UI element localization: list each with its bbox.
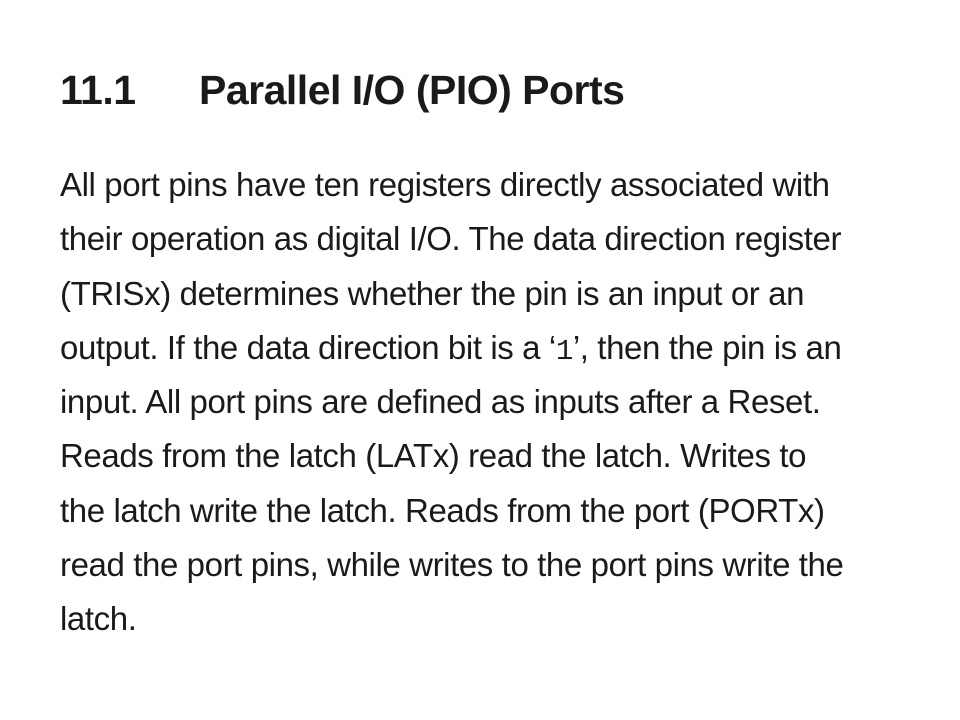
inline-code-value: 1 [555, 334, 573, 368]
paragraph-line: Reads from the latch (LATx) read the latch. Writes to [60, 437, 807, 475]
section-heading [60, 62, 624, 118]
paragraph-line: their operation as digital I/O. The data direction register [60, 220, 842, 258]
paragraph-line: (TRISx) determines whether the pin is an input or an [60, 274, 805, 312]
paragraph-line: latch. [60, 600, 137, 638]
paragraph-line: output. If the data direction bit is a ‘1’, then the pin is an [60, 328, 842, 368]
paragraph-line: read the port pins, while writes to the port pins write the [60, 546, 844, 584]
paragraph-line: the latch write the latch. Reads from the port (PORTx) [60, 491, 825, 529]
section-paragraph [60, 158, 910, 647]
paragraph-line: All port pins have ten registers directly associated with [60, 166, 830, 203]
paragraph-line: input. All port pins are defined as inputs after a Reset. [60, 383, 821, 421]
section-title: Parallel I/O (PIO) Ports [199, 67, 625, 113]
section-number: 11.1 [60, 67, 136, 113]
